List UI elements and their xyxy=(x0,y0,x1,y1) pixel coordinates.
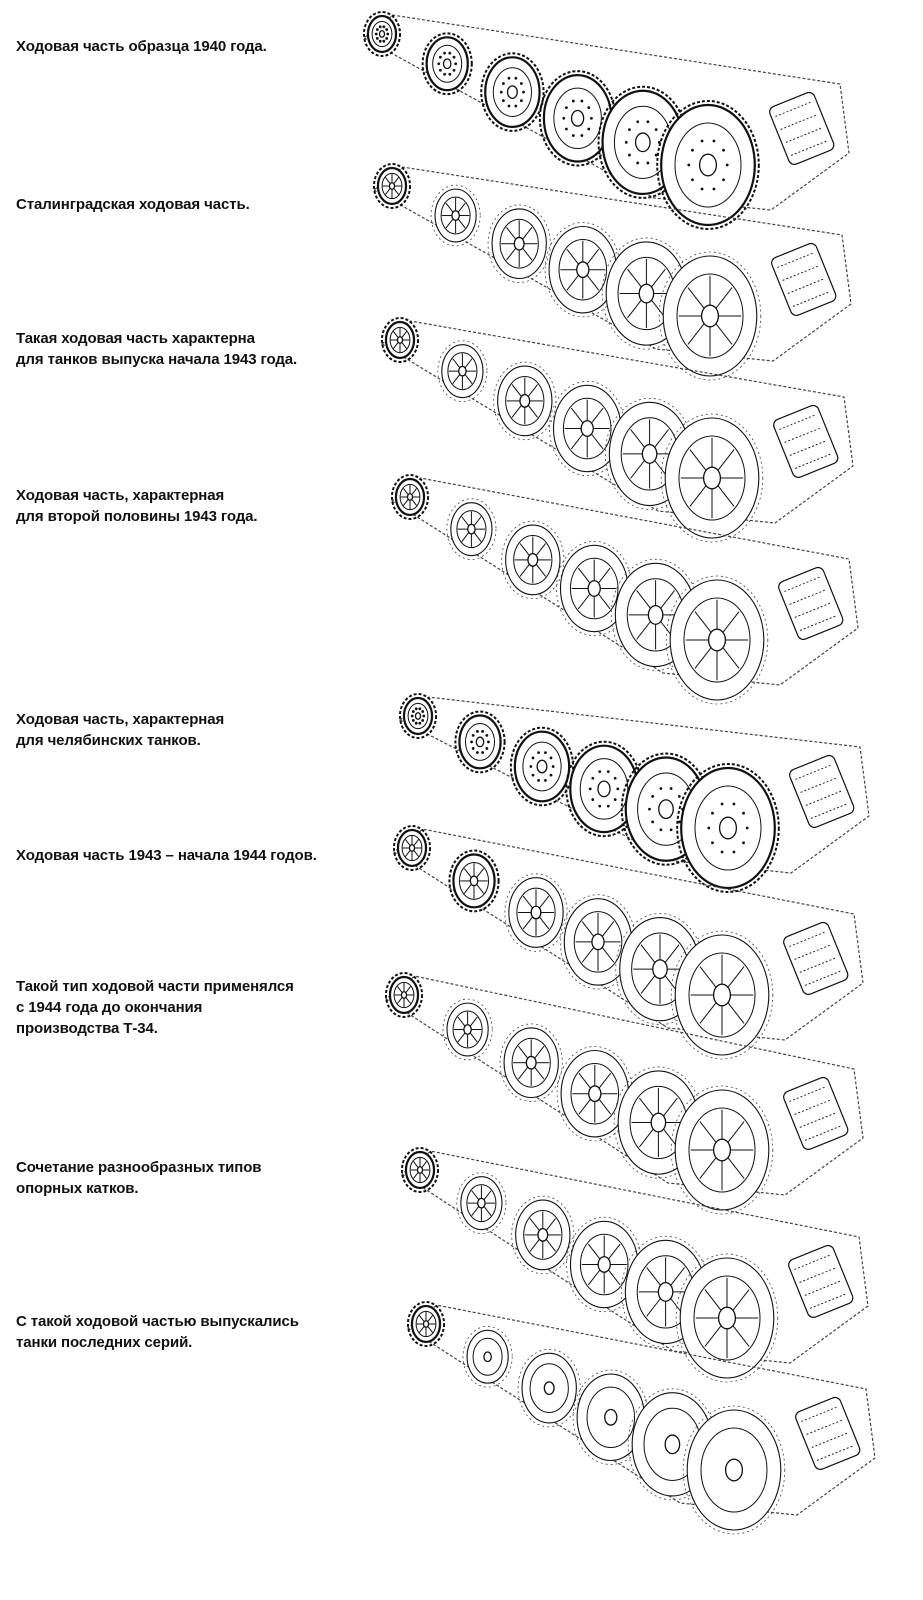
drive-sprocket xyxy=(782,921,850,996)
wheel-rivet xyxy=(422,715,425,718)
caption-line: танки последних серий. xyxy=(16,1334,193,1351)
wheel-rivet xyxy=(443,52,446,55)
sprocket-tooth-row xyxy=(806,790,843,805)
wheel-rivet xyxy=(412,719,415,722)
wheel-rivet xyxy=(636,120,639,123)
road-wheel xyxy=(449,851,498,912)
wheel-rivet xyxy=(418,707,421,710)
sprocket-tooth-row xyxy=(783,265,820,280)
wheel-rivet xyxy=(733,851,736,854)
sprocket-tooth-row xyxy=(800,1267,837,1282)
wheel-rivet xyxy=(648,808,651,811)
road-wheel xyxy=(511,728,573,806)
caption-line: Ходовая часть 1943 – начала 1944 годов. xyxy=(16,847,317,864)
sprocket-tooth-row xyxy=(790,440,827,455)
wheel-rivet xyxy=(691,149,694,152)
sprocket-tooth-row xyxy=(801,777,838,792)
wheel-rivet xyxy=(544,779,547,782)
wheel-rivet xyxy=(722,178,725,181)
wheel-rivet xyxy=(415,707,418,710)
wheel-rivet xyxy=(453,56,456,59)
caption-line: для танков выпуска начала 1943 года. xyxy=(16,351,298,368)
wheel-rivet xyxy=(421,719,424,722)
caption-line: Сочетание разнообразных типов xyxy=(16,1159,262,1176)
wheel-rivet xyxy=(591,798,594,801)
road-wheel xyxy=(364,12,400,56)
road-wheel xyxy=(431,185,480,246)
caption-line: С такой ходовой частью выпускались xyxy=(16,1313,299,1330)
wheel-rivet xyxy=(647,120,650,123)
wheel-rivet xyxy=(421,710,424,713)
wheel-rivet xyxy=(385,28,388,31)
wheel-rivet xyxy=(379,25,382,28)
wheel-rivet xyxy=(472,734,475,737)
wheel-rivet xyxy=(514,77,517,80)
road-wheel xyxy=(392,475,428,519)
sprocket-tooth-row xyxy=(786,127,823,142)
wheel-rivet xyxy=(691,178,694,181)
sprocket-tooth-row xyxy=(781,114,818,129)
wheel-rivet xyxy=(532,757,535,760)
wheel-rivet xyxy=(453,69,456,72)
wheel-rivet xyxy=(607,805,610,808)
road-wheel xyxy=(438,341,487,402)
wheel-rivet xyxy=(552,765,555,768)
wheel-rivet xyxy=(587,106,590,109)
wheel-rivet xyxy=(500,91,503,94)
sprocket-tooth-row xyxy=(785,427,822,442)
wheel-rivet xyxy=(713,140,716,143)
wheel-rivet xyxy=(580,100,583,103)
road-wheel xyxy=(502,521,564,599)
wheel-rivet xyxy=(502,82,505,85)
sprocket-tooth-row xyxy=(795,944,832,959)
wheel-rivet xyxy=(487,741,490,744)
running-gear-figure xyxy=(382,318,853,542)
wheel-rivet xyxy=(687,164,690,167)
wheel-rivet xyxy=(590,117,593,120)
wheel-rivet xyxy=(651,820,654,823)
wheel-rivet xyxy=(415,722,418,725)
wheel-rivet xyxy=(636,162,639,165)
sprocket-tooth-row xyxy=(800,1112,837,1127)
drive-sprocket xyxy=(772,404,840,479)
wheel-rivet xyxy=(550,774,553,777)
wheel-rivet xyxy=(502,99,505,102)
wheel-rivet xyxy=(565,106,568,109)
wheel-rivet xyxy=(572,100,575,103)
wheel-rivet xyxy=(537,779,540,782)
wheel-rivet xyxy=(655,128,658,131)
wheel-rivet xyxy=(443,73,446,76)
road-wheel xyxy=(500,1024,562,1102)
wheel-rivet xyxy=(589,788,592,791)
wheel-rivet xyxy=(651,795,654,798)
wheel-rivet xyxy=(607,770,610,773)
road-wheel xyxy=(408,1302,444,1346)
road-wheel xyxy=(394,826,430,870)
wheel-rivet xyxy=(532,774,535,777)
wheel-rivet xyxy=(659,828,662,831)
drive-sprocket xyxy=(768,91,836,166)
wheel-rivet xyxy=(625,141,628,144)
road-wheel xyxy=(481,53,543,131)
sprocket-tooth-row xyxy=(790,589,827,604)
caption-line: с 1944 года до окончания xyxy=(16,999,203,1016)
drive-sprocket xyxy=(788,754,856,829)
road-wheel xyxy=(423,33,472,94)
wheel-rivet xyxy=(711,841,714,844)
road-wheel xyxy=(443,999,492,1060)
wheel-rivet xyxy=(481,730,484,733)
wheel-rivet xyxy=(537,751,540,754)
road-wheel xyxy=(382,318,418,362)
road-wheel xyxy=(494,362,556,440)
wheel-rivet xyxy=(520,82,523,85)
wheel-rivet xyxy=(485,734,488,737)
wheel-rivet xyxy=(562,117,565,120)
wheel-rivet xyxy=(742,812,745,815)
wheel-rivet xyxy=(614,777,617,780)
wheel-rivet xyxy=(472,747,475,750)
wheel-rivet xyxy=(411,715,414,718)
wheel-rivet xyxy=(580,134,583,137)
wheel-rivet xyxy=(508,77,511,80)
wheel-rivet xyxy=(544,751,547,754)
wheel-rivet xyxy=(529,765,532,768)
wheel-rivet xyxy=(382,25,385,28)
wheel-rivet xyxy=(481,751,484,754)
wheel-rivet xyxy=(418,722,421,725)
road-wheel xyxy=(505,874,567,952)
wheel-rivet xyxy=(386,33,389,36)
road-wheel xyxy=(447,499,496,560)
wheel-rivet xyxy=(385,37,388,40)
wheel-rivet xyxy=(722,149,725,152)
wheel-rivet xyxy=(437,62,440,65)
road-wheel xyxy=(512,1196,574,1274)
road-wheel xyxy=(518,1349,580,1427)
wheel-rivet xyxy=(726,164,729,167)
wheel-rivet xyxy=(375,33,378,36)
wheel-rivet xyxy=(713,188,716,191)
sprocket-tooth-row xyxy=(812,1432,849,1447)
wheel-rivet xyxy=(707,827,710,830)
wheel-rivet xyxy=(550,757,553,760)
wheel-rivet xyxy=(412,710,415,713)
wheel-rivet xyxy=(598,770,601,773)
wheel-rivet xyxy=(701,140,704,143)
road-wheel xyxy=(455,712,504,773)
wheel-rivet xyxy=(476,751,479,754)
sprocket-tooth-row xyxy=(807,1419,844,1434)
drive-sprocket xyxy=(794,1396,862,1471)
wheel-rivet xyxy=(733,803,736,806)
wheel-rivet xyxy=(454,62,457,65)
caption-line: Такая ходовая часть характерна xyxy=(16,330,255,347)
caption-line: для челябинских танков. xyxy=(16,732,201,749)
wheel-rivet xyxy=(572,134,575,137)
road-wheel xyxy=(400,694,436,738)
drive-sprocket xyxy=(770,242,838,317)
road-wheel xyxy=(374,164,410,208)
wheel-rivet xyxy=(379,40,382,43)
wheel-rivet xyxy=(591,777,594,780)
caption-line: Ходовая часть, характерная xyxy=(16,487,225,504)
wheel-rivet xyxy=(376,28,379,31)
wheel-rivet xyxy=(711,812,714,815)
road-wheel xyxy=(463,1326,512,1387)
wheel-rivet xyxy=(514,105,517,108)
running-gear-figure xyxy=(374,164,851,380)
wheel-rivet xyxy=(439,56,442,59)
wheel-rivet xyxy=(614,798,617,801)
caption-line: Сталинградская ходовая часть. xyxy=(16,196,250,213)
caption-line: опорных катков. xyxy=(16,1180,139,1197)
caption-line: для второй половины 1943 года. xyxy=(16,508,258,525)
wheel-rivet xyxy=(587,128,590,131)
running-gear-figure xyxy=(392,475,858,704)
wheel-rivet xyxy=(659,787,662,790)
caption-line: Ходовая часть образца 1940 года. xyxy=(16,38,267,55)
running-gear-figure xyxy=(386,973,863,1214)
sprocket-tooth-row xyxy=(788,278,825,293)
drive-sprocket xyxy=(782,1076,850,1151)
wheel-rivet xyxy=(598,805,601,808)
wheel-rivet xyxy=(746,827,749,830)
road-wheel xyxy=(457,1173,506,1234)
sprocket-tooth-row xyxy=(795,1099,832,1114)
wheel-rivet xyxy=(476,730,479,733)
sprocket-tooth-row xyxy=(800,957,837,972)
wheel-rivet xyxy=(628,128,631,131)
running-gear-figure xyxy=(408,1302,875,1534)
wheel-rivet xyxy=(701,188,704,191)
wheel-rivet xyxy=(448,52,451,55)
wheel-rivet xyxy=(448,73,451,76)
drive-sprocket xyxy=(787,1244,855,1319)
wheel-rivet xyxy=(522,91,525,94)
caption-line: Ходовая часть, характерная xyxy=(16,711,225,728)
wheel-rivet xyxy=(670,828,673,831)
road-wheel xyxy=(386,973,422,1017)
wheel-rivet xyxy=(520,99,523,102)
wheel-rivet xyxy=(628,154,631,157)
road-wheel xyxy=(488,205,550,283)
drive-sprocket xyxy=(777,566,845,641)
road-wheel xyxy=(402,1148,438,1192)
sprocket-tooth-row xyxy=(795,602,832,617)
wheel-rivet xyxy=(742,841,745,844)
caption-line: Такой тип ходовой части применялся xyxy=(16,978,294,995)
wheel-rivet xyxy=(678,795,681,798)
wheel-rivet xyxy=(670,787,673,790)
wheel-rivet xyxy=(721,851,724,854)
wheel-rivet xyxy=(565,128,568,131)
wheel-rivet xyxy=(485,747,488,750)
wheel-rivet xyxy=(470,741,473,744)
wheel-rivet xyxy=(508,105,511,108)
wheel-rivet xyxy=(382,40,385,43)
wheel-rivet xyxy=(439,69,442,72)
wheel-rivet xyxy=(376,37,379,40)
sprocket-tooth-row xyxy=(805,1280,842,1295)
wheel-rivet xyxy=(647,162,650,165)
wheel-rivet xyxy=(616,788,619,791)
caption-line: производства Т-34. xyxy=(16,1020,158,1037)
wheel-rivet xyxy=(721,803,724,806)
